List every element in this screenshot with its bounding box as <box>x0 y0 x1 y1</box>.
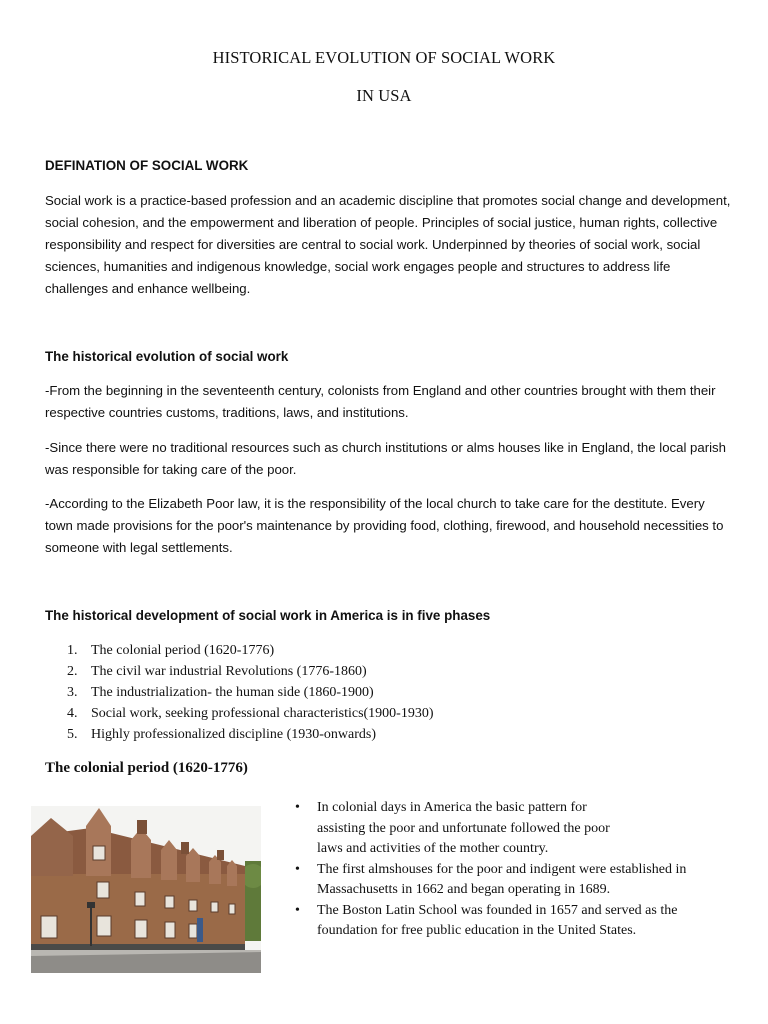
list-item: • In colonial days in America the basic pattern for assisting the poor and unfortunate followed the poor laws and activities of the mother country. <box>295 800 610 856</box>
evolution-paragraph-1: -From the beginning in the seventeenth century, colonists from England and other countries brought with them their respective countries customs, traditions, laws, and institutions. <box>45 383 716 420</box>
list-item: • The Boston Latin School was founded in 1657 and served as the foundation for free public education in the United States. <box>295 902 678 938</box>
colonial-period-heading: The colonial period (1620-1776) <box>45 760 248 776</box>
colonial-facts-list <box>295 798 725 942</box>
list-item: • The first almshouses for the poor and indigent were established in Massachusetts in 1662 and began operating in 1689. <box>295 861 687 897</box>
evolution-heading: The historical evolution of social work <box>45 349 289 364</box>
phase-item: 4. Social work, seeking professional characteristics(1900-1930) <box>67 706 434 721</box>
document-title-line2: IN USA <box>356 86 412 105</box>
phase-item: 2. The civil war industrial Revolutions (1776-1860) <box>67 664 367 679</box>
almshouse-photo <box>31 806 261 973</box>
phases-list <box>45 640 434 745</box>
definition-heading: DEFINATION OF SOCIAL WORK <box>45 158 249 173</box>
evolution-paragraph-3: -According to the Elizabeth Poor law, it is the responsibility of the local church to take care for the destitute. Every town made provisions for the poor's maintenance by providing food, clothing, firewood, and household necessities to someone with legal settlements. <box>45 496 724 555</box>
evolution-paragraph-2: -Since there were no traditional resources such as church institutions or alms houses like in England, the local parish was responsible for taking care of the poor. <box>45 440 726 477</box>
definition-paragraph: Social work is a practice-based profession and an academic discipline that promotes social change and development, social cohesion, and the empowerment and liberation of people. Principles of social justice, human rights, collective responsibility and respect for diversities are central to social work. Underpinned by theories of social work, social sciences, humanities and indigenous knowledge, social work engages people and structures to address life challenges and enhance wellbeing. <box>45 193 731 296</box>
document-title-line1: HISTORICAL EVOLUTION OF SOCIAL WORK <box>212 48 556 67</box>
phase-item: 1. The colonial period (1620-1776) <box>67 643 275 658</box>
phase-item: 5. Highly professionalized discipline (1930-onwards) <box>67 727 376 742</box>
phases-heading: The historical development of social work in America is in five phases <box>45 608 491 623</box>
phase-item: 3. The industrialization- the human side (1860-1900) <box>67 685 374 700</box>
